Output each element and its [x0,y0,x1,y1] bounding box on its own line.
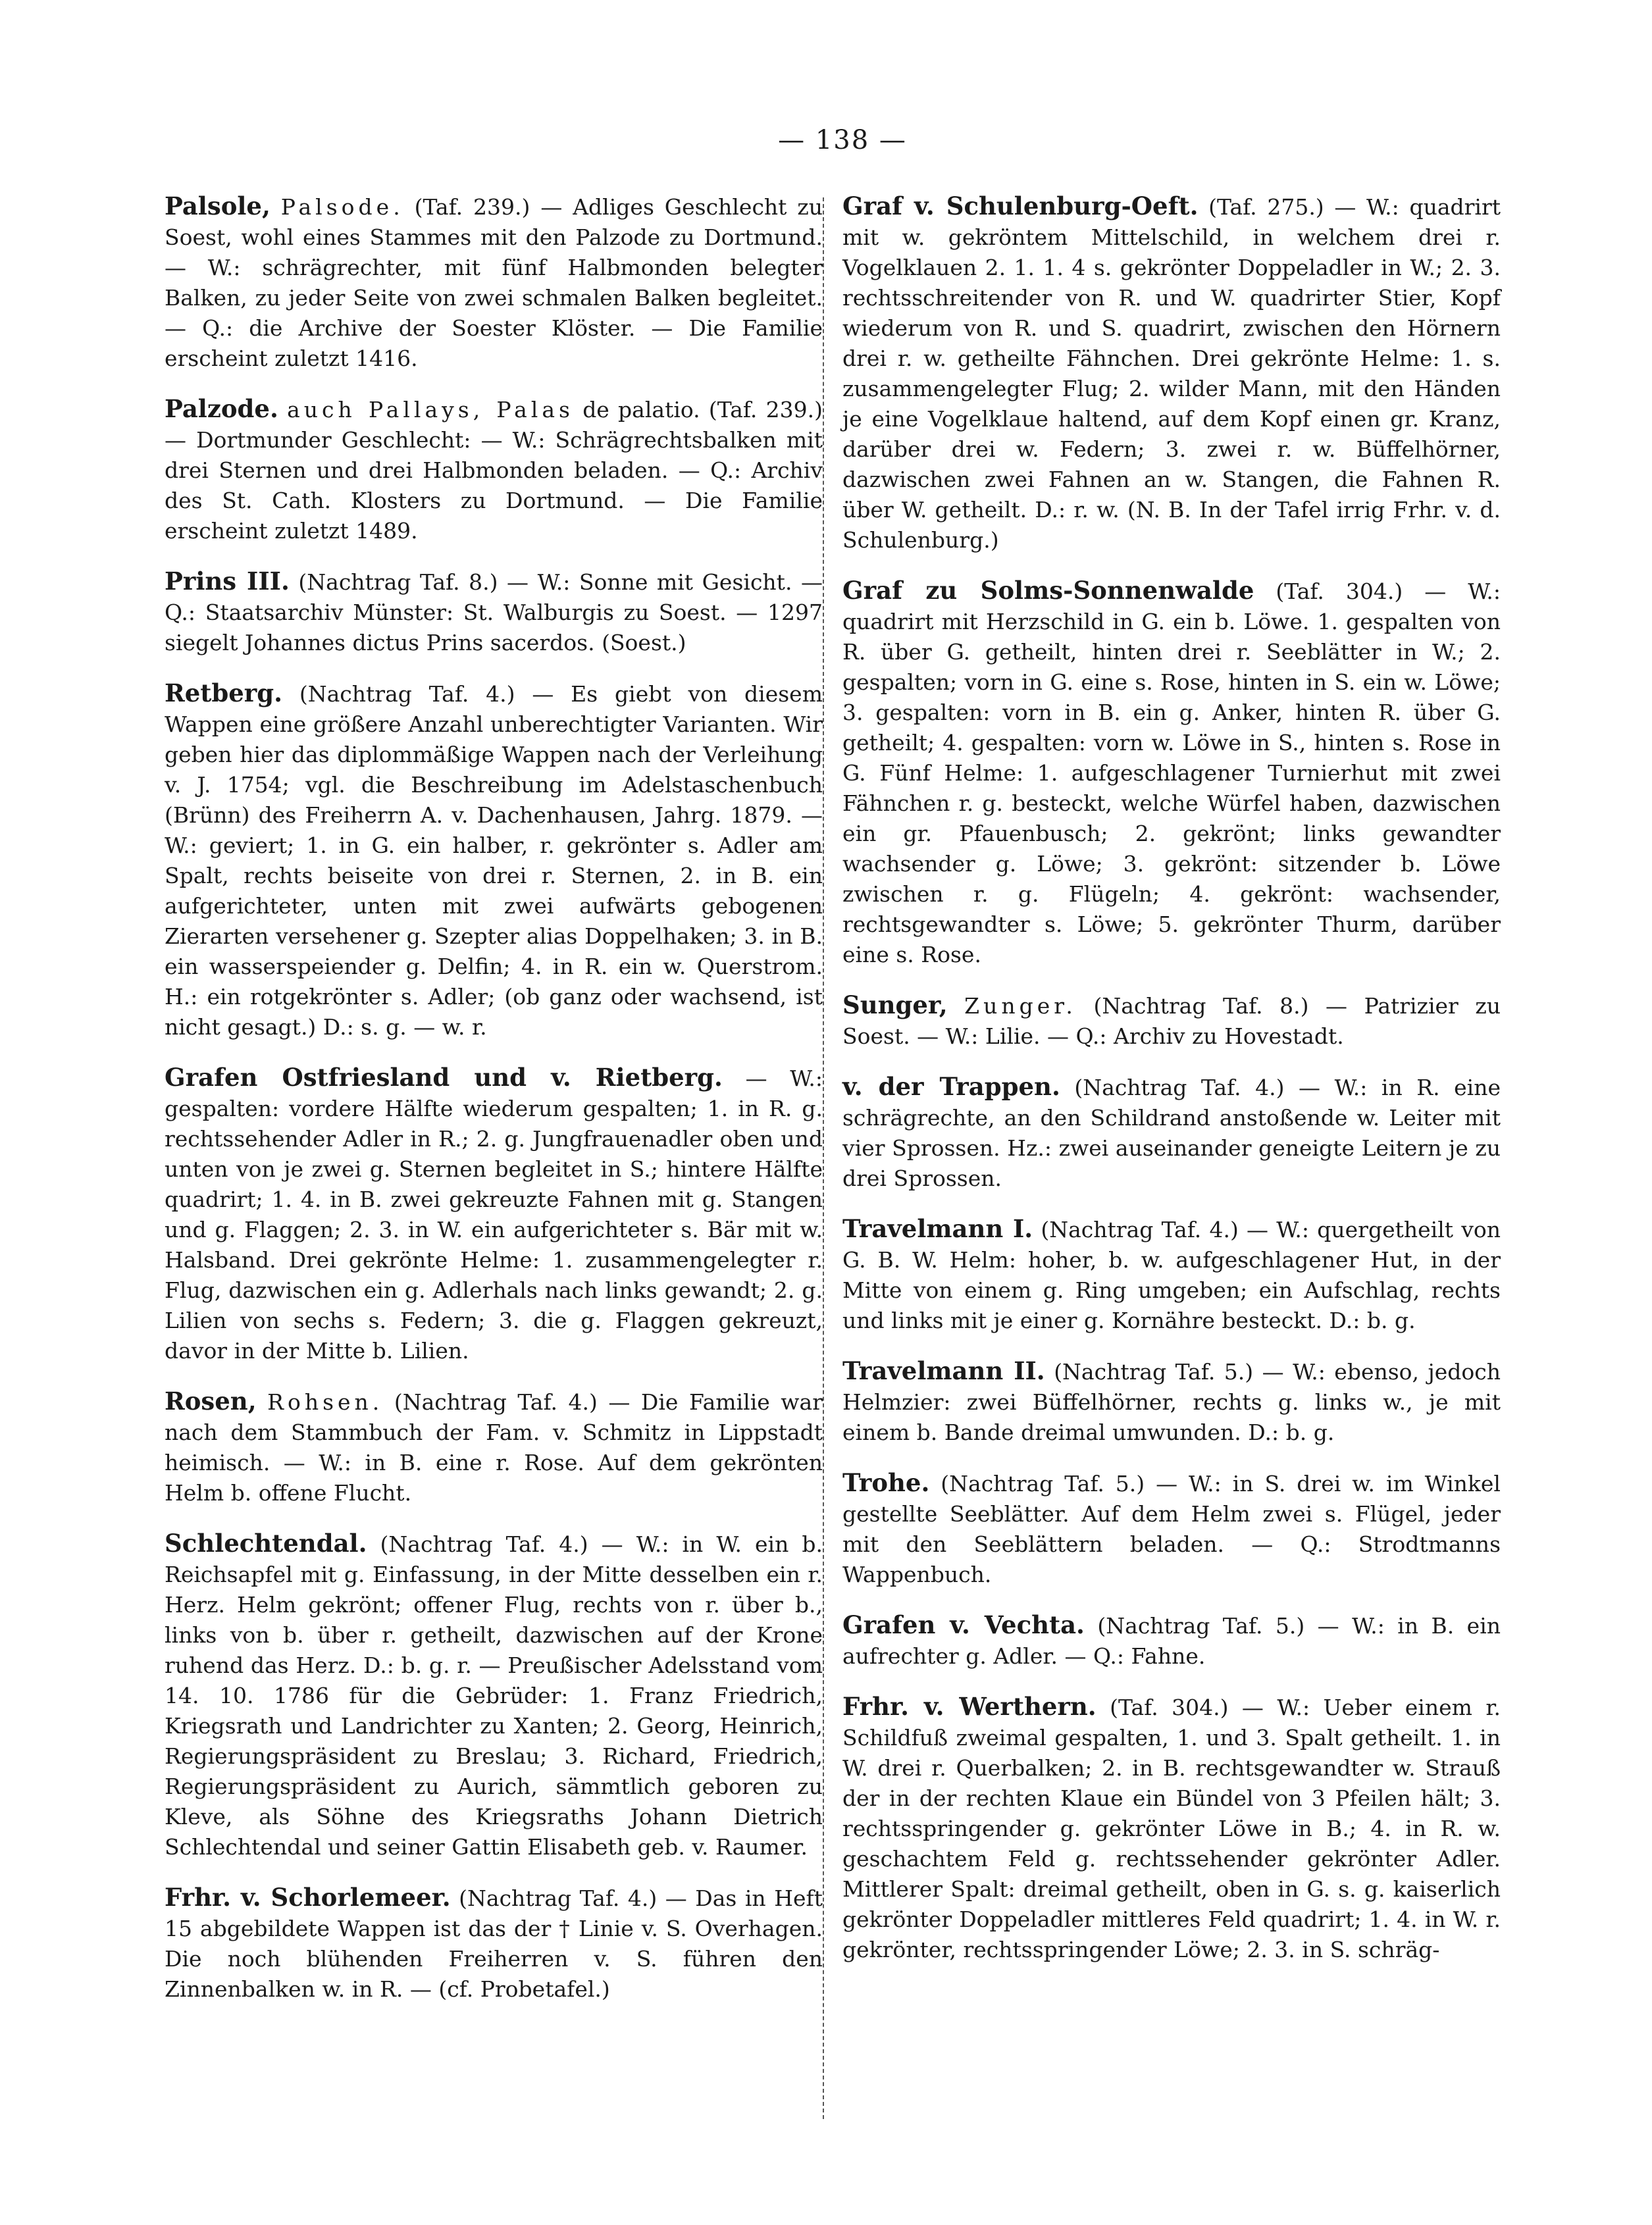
entry-text: (Nachtrag Taf. 4.) — Die Familie war nach dem Stammbuch der Fam. v. Schmitz in Lippstadt heimisch. — W.: in B. eine r. Rose. Auf dem gekrönten Helm b. offene Flucht. [165,1389,823,1506]
dictionary-entry [165,566,823,658]
entry-heading: Sunger, [842,990,948,1019]
dictionary-entry [842,990,1501,1052]
entry-heading: Palzode. [165,394,278,423]
entry-heading: Graf zu Solms-Sonnenwalde [842,576,1254,605]
dictionary-entry [842,575,1501,970]
entry-text: (Nachtrag Taf. 4.) — Das in Heft 15 abgebildete Wappen ist das der † Linie v. S. Overhagen. Die noch blühenden Freiherren v. S. führen den Zinnenbalken w. in R. — (cf. Probetafel.) [165,1885,823,2002]
dictionary-entry [842,1691,1501,1965]
entry-text: (Nachtrag Taf. 4.) — W.: quergetheilt von G. B. W. Helm: hoher, b. w. aufgeschlagener Hut, in der Mitte von einem g. Ring umgeben; ein Aufschlag, rechts und links mit je einer g. Kornähre besteckt. D.: b. g. [842,1217,1501,1333]
entry-heading: Grafen v. Vechta. [842,1610,1085,1639]
entry-text: (Nachtrag Taf. 8.) — Patrizier zu Soest. — W.: Lilie. — Q.: Archiv zu Hovestadt. [842,993,1501,1049]
entry-text: (Nachtrag Taf. 8.) — W.: Sonne mit Gesicht. — Q.: Staatsarchiv Münster: St. Walburgis zu Soest. — 1297 siegelt Johannes dictus Prins sacerdos. (Soest.) [165,569,823,655]
column-divider [823,197,824,2119]
entry-text: (Taf. 239.) — Adliges Geschlecht zu Soest, wohl eines Stammes mit den Palzode zu Dortmund. — W.: schrägrechter, mit fünf Halbmonden belegter Balken, zu jeder Seite von zwei schmalen Balken begleitet. — Q.: die Archive der Soester Klöster. — Die Familie erscheint zuletzt 1416. [165,194,823,371]
entry-text: (Nachtrag Taf. 5.) — W.: in S. drei w. im Winkel gestellte Seeblätter. Auf dem Helm zwei s. Flügel, jeder mit den Seeblättern beladen. — Q.: Strodtmanns Wappenbuch. [842,1471,1501,1587]
dictionary-entry [165,1062,823,1366]
page-number: — 138 — [778,125,907,155]
dictionary-entry [842,1468,1501,1590]
entry-heading: Schlechtendal. [165,1529,367,1558]
entry-text: de palatio. (Taf. 239.) — Dortmunder Geschlecht: — W.: Schrägrechtsbalken mit drei Sternen und drei Halbmonden beladen. — Q.: Archiv des St. Cath. Klosters zu Dortmund. — Die Familie erscheint zuletzt 1489. [165,397,823,544]
entry-variant: Zunger. [964,993,1077,1019]
entry-heading: Retberg. [165,678,283,707]
entry-variant: Rohsen. [267,1389,384,1415]
entry-heading: Travelmann I. [842,1214,1033,1243]
entry-text: (Taf. 275.) — W.: quadrirt mit w. gekröntem Mittelschild, in welchem drei r. Vogelklauen 2. 1. 1. 4 s. gekrönter Doppeladler in W.; 2. 3. rechtsschreitender von R. und W. quadrirter Stier, Kopf wiederum von R. und S. quadrirt, zwischen den Hörnern drei r. w. getheilte Fähnchen. Drei gekrönte Helme: 1. s. zusammengelegter Flug; 2. wilder Mann, mit den Händen je eine Vogelklaue haltend, auf dem Kopf einen gr. Kranz, darüber drei w. Federn; 3. zwei r. w. Büffelhörner, dazwischen zwei Fahnen an w. Stangen, die Fahnen R. über W. getheilt. D.: r. w. (N. B. In der Tafel irrig Frhr. v. d. Schulenburg.) [842,194,1501,553]
entry-heading: v. der Trappen. [842,1072,1060,1101]
dictionary-entry [842,191,1501,555]
dictionary-entry [165,1528,823,1862]
entry-text: (Nachtrag Taf. 4.) — W.: in W. ein b. Reichsapfel mit g. Einfassung, in der Mitte desselben ein r. Herz. Helm gekrönt; offener Flug, rechts von r. über b., links von b. über r. getheilt, dazwischen auf der Krone ruhend das Herz. D.: b. g. r. — Preußischer Adelsstand vom 14. 10. 1786 für die Gebrüder: 1. Franz Friedrich, Kriegsrath und Landrichter zu Xanten; 2. Georg, Heinrich, Regierungspräsident zu Breslau; 3. Richard, Friedrich, Regierungspräsident zu Aurich, sämmtlich geboren zu Kleve, als Söhne des Kriegsraths Johann Dietrich Schlechtendal und seiner Gattin Elisabeth geb. v. Raumer. [165,1531,823,1860]
entry-text: (Taf. 304.) — W.: quadrirt mit Herzschild in G. ein b. Löwe. 1. gespalten von R. über G. getheilt, hinten drei r. Seeblätter in W.; 2. gespalten; vorn in G. eine s. Rose, hinten in S. ein w. Löwe; 3. gespalten: vorn in B. ein g. Anker, hinten R. über G. getheilt; 4. gespalten: vorn w. Löwe in S., hinten s. Rose in G. Fünf Helme: 1. aufgeschlagener Turnierhut mit zwei Fähnchen r. g. besteckt, welche Würfel haben, dazwischen ein gr. Pfauenbusch; 2. gekrönt; links gewandter wachsender g. Löwe; 3. gekrönt: sitzender b. Löwe zwischen r. g. Flügeln; 4. gekrönt: wachsender, rechtsgewandter s. Löwe; 5. gekrönter Thurm, darüber eine s. Rose. [842,578,1501,967]
dictionary-entry [842,1071,1501,1194]
dictionary-entry [165,678,823,1042]
entry-text: (Nachtrag Taf. 4.) — Es giebt von diesem Wappen eine größere Anzahl unberechtigter Varianten. Wir geben hier das diplommäßige Wappen nach der Verleihung v. J. 1754; vgl. die Beschreibung im Adelstaschenbuch (Brünn) des Freiherrn A. v. Dachenhausen, Jahrg. 1879. — W.: geviert; 1. in G. ein halber, r. gekrönter s. Adler am Spalt, rechts beiseite von drei r. Sternen, 2. in B. ein aufgerichteter, unten mit zwei aufwärts gebogenen Zierarten versehener g. Szepter alias Doppelhaken; 3. in B. ein wasserspeiender g. Delfin; 4. in R. ein w. Querstrom. H.: ein rotgekrönter s. Adler; (ob ganz oder wachsend, ist nicht gesagt.) D.: s. g. — w. r. [165,681,823,1040]
dictionary-entry [165,1882,823,2005]
entry-variant: Palsode. [280,194,404,220]
entry-heading: Trohe. [842,1468,930,1497]
dictionary-entry [165,191,823,374]
entry-heading: Graf v. Schulenburg-Oeft. [842,192,1199,220]
left-column [165,191,823,2024]
entry-variant: auch Pallays, Palas [287,397,574,422]
entry-text: (Taf. 304.) — W.: Ueber einem r. Schildfuß zweimal gespalten, 1. und 3. Spalt getheilt. 1. in W. drei r. Querbalken; 2. in B. rechtsgewandter w. Strauß der in der rechten Klaue ein Bündel von 3 Pfeilen hält; 3. rechtsspringender g. gekrönter Löwe in B.; 4. in R. w. geschachtem Feld g. rechtssehender gekrönter Adler. Mittlerer Spalt: dreimal getheilt, oben in G. s. g. kaiserlich gekrönter Doppeladler mittleres Feld quadrirt; 1. 4. in W. r. gekrönter, rechtsspringender Löwe; 2. 3. in S. schräg- [842,1695,1501,1962]
entry-heading: Frhr. v. Werthern. [842,1692,1097,1721]
dictionary-entry [165,1386,823,1508]
dictionary-entry [842,1610,1501,1672]
entry-heading: Rosen, [165,1387,257,1416]
entry-heading: Grafen Ostfriesland und v. Rietberg. [165,1063,723,1092]
entry-text: — W.: gespalten: vordere Hälfte wiederum gespalten; 1. in R. g. rechtssehender Adler in R.; 2. g. Jungfrauenadler oben und unten von je zwei g. Sternen begleitet in S.; hintere Hälfte quadrirt; 1. 4. in B. zwei gekreuzte Fahnen mit g. Stangen und g. Flaggen; 2. 3. in W. ein aufgerichteter s. Bär mit w. Halsband. Drei gekrönte Helme: 1. zusammengelegter r. Flug, dazwischen ein g. Adlerhals nach links gewandt; 2. g. Lilien von sechs s. Federn; 3. die g. Flaggen gekreuzt, davor in der Mitte b. Lilien. [165,1065,823,1364]
entry-heading: Travelmann II. [842,1356,1045,1385]
entry-text: (Nachtrag Taf. 5.) — W.: ebenso, jedoch Helmzier: zwei Büffelhörner, rechts g. links w., je mit einem b. Bande dreimal umwunden. D.: b. g. [842,1359,1501,1445]
entry-text: (Nachtrag Taf. 5.) — W.: in B. ein aufrechter g. Adler. — Q.: Fahne. [842,1613,1501,1669]
entry-heading: Prins III. [165,567,290,596]
entry-heading: Frhr. v. Schorlemeer. [165,1883,451,1912]
right-column [842,191,1501,1985]
dictionary-entry [165,394,823,546]
entry-heading: Palsole, [165,192,271,220]
dictionary-entry [842,1356,1501,1448]
dictionary-entry [842,1214,1501,1336]
entry-text: (Nachtrag Taf. 4.) — W.: in R. eine schrägrechte, an den Schildrand anstoßende w. Leiter mit vier Sprossen. Hz.: zwei auseinander geneigte Leitern je zu drei Sprossen. [842,1075,1501,1191]
